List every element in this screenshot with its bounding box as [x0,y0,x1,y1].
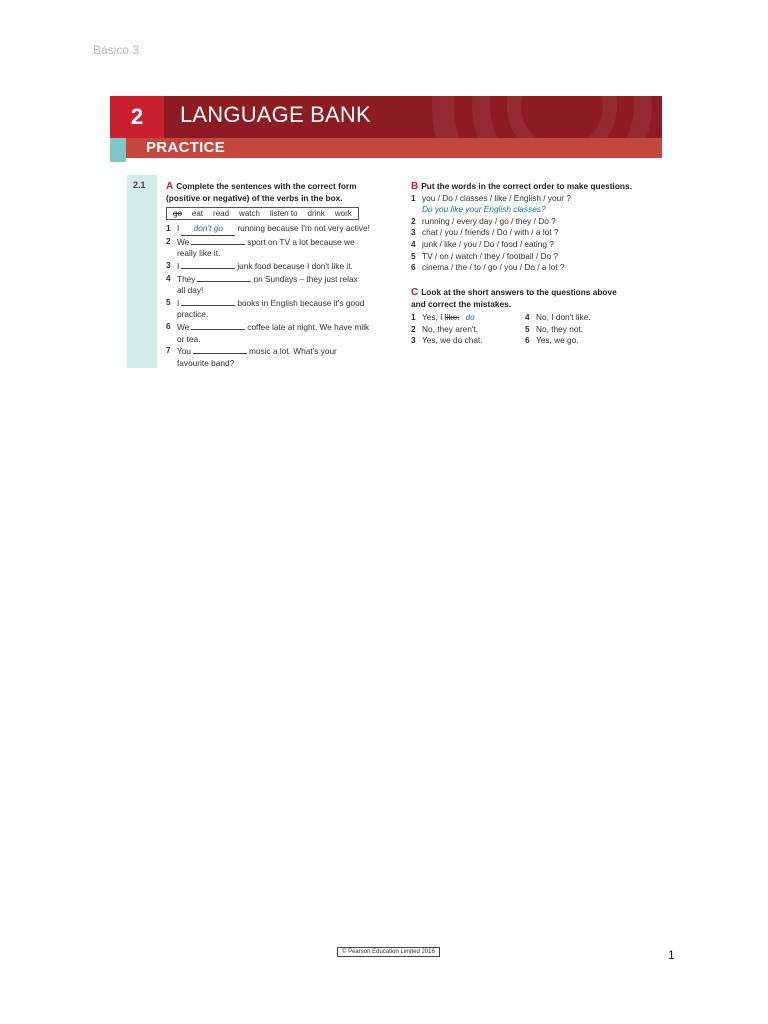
list-item [166,297,401,321]
banner-subtitle-bar [126,138,662,158]
section-number: 2.1 [133,180,146,190]
item-text: junk / like / you / Do / food / eating ? [422,238,554,249]
exercise-b-instruction [411,181,656,193]
item-text: We [177,321,190,332]
item-number: 5 [411,250,416,261]
item-text: No, they not. [536,323,584,334]
list-item [166,273,401,297]
item-text: you / Do / classes / like / English / your ? [422,192,571,203]
list-item [166,345,401,369]
item-text: or tea. [177,333,201,344]
instruction-line: (positive or negative) of the verbs in the box. [166,192,343,203]
filled-blank: don't go [181,223,235,236]
unit-number: 2 [110,96,164,138]
page-number: 1 [668,948,675,962]
list-item [411,216,656,228]
instruction-line: Put the words in the correct order to make questions. [421,181,632,191]
exercise-letter: A [166,181,174,192]
item-text: running because I'm not very active! [237,223,370,234]
list-item [411,251,656,263]
item-number: 4 [166,272,171,283]
list-item [166,236,401,260]
exercise-c [411,287,656,347]
answer-blank[interactable] [197,273,251,282]
item-number: 6 [411,262,416,273]
word-box-item: watch [239,209,260,219]
exercise-b [411,181,656,274]
copyright-notice: © Pearson Education Limited 2016 [337,947,440,957]
item-text: cinema / the / to / go / you / Do / a lot ? [422,262,565,273]
item-text: Yes, I [422,312,443,323]
item-text: junk food because I don't like it. [237,260,353,271]
answer-blank[interactable] [181,297,235,306]
list-item [525,324,635,336]
item-text: coffee late at night. We have milk [247,321,370,332]
item-number: 7 [166,345,171,356]
item-text: all day! [177,285,204,296]
example-answer: Do you like your English classes? [422,204,546,215]
instruction-line: Look at the short answers to the questions above [421,287,617,297]
item-text: You [177,346,192,357]
item-text: sport on TV a lot because we [247,236,355,247]
list-item [411,227,656,239]
correction-text: do [465,312,475,323]
word-box-item: eat [191,209,204,219]
item-text: No, I don't like. [536,312,591,323]
instruction-line: and correct the mistakes. [411,298,512,309]
item-number: 6 [525,335,530,346]
exercise-letter: B [411,181,419,192]
unit-title: LANGUAGE BANK [180,102,371,127]
item-text: We [177,236,190,247]
item-text: I [177,260,180,271]
item-text: chat / you / friends / Do / with / a lot ? [422,227,559,238]
list-item [525,312,635,324]
item-text: really like it. [177,248,221,259]
list-item [411,239,656,251]
item-text: I [177,223,180,234]
unit-banner [110,96,662,162]
word-box-item: work [334,209,352,219]
list-item [525,335,635,347]
answer-blank[interactable] [193,345,247,354]
item-number: 2 [411,215,416,226]
item-text: Yes, we go. [536,335,579,346]
exercise-a [166,181,401,369]
exercise-letter: C [411,287,419,298]
subtitle-label: PRACTICE [146,139,226,156]
item-text: They [177,273,196,284]
item-text: No, they aren't. [422,323,479,334]
item-number: 3 [411,227,416,238]
item-number: 3 [166,259,171,270]
item-number: 2 [166,235,171,246]
item-number: 5 [166,296,171,307]
item-text: I [177,297,180,308]
item-text: running / every day / go / they / Do ? [422,215,556,226]
list-item [411,324,525,336]
list-item [411,193,656,205]
answer-blank[interactable] [191,321,245,330]
item-text: practice. [177,309,209,320]
struck-word: like. [444,312,460,323]
list-item [411,312,525,324]
word-box [166,207,359,220]
item-number: 3 [411,335,416,346]
item-text: favourite band? [177,357,235,368]
short-answers-grid [411,312,656,347]
item-text: on Sundays – they just relax [253,273,358,284]
section-sidebar [127,175,157,368]
item-text: music a lot. What's your [249,346,337,357]
item-text: Yes, we do chat. [422,335,483,346]
item-text: TV / on / watch / they / football / Do ? [422,250,559,261]
item-number: 4 [525,312,530,323]
exercise-c-instruction [411,287,656,310]
word-box-item: listen to [269,209,298,219]
list-item [166,260,401,273]
item-number: 1 [411,312,416,323]
list-item [166,223,401,236]
word-box-item: go [173,209,182,219]
decorative-arc [507,96,617,138]
instruction-line: Complete the sentences with the correct form [176,181,357,191]
exercise-a-instruction [166,181,401,204]
item-number: 1 [166,223,171,234]
list-item [411,335,525,347]
word-box-item: drink [307,209,325,219]
list-item [411,262,656,274]
item-number: 5 [525,323,530,334]
item-number: 4 [411,238,416,249]
item-number: 1 [411,192,416,203]
word-box-item: read [213,209,230,219]
banner-teal-tab [110,138,126,162]
list-item [166,321,401,345]
item-text: books in English because it's good [237,297,365,308]
header-note: Básico 3 [93,43,140,57]
answer-blank[interactable] [181,260,235,269]
item-number: 2 [411,323,416,334]
answer-blank[interactable] [191,236,245,245]
item-number: 6 [166,320,171,331]
